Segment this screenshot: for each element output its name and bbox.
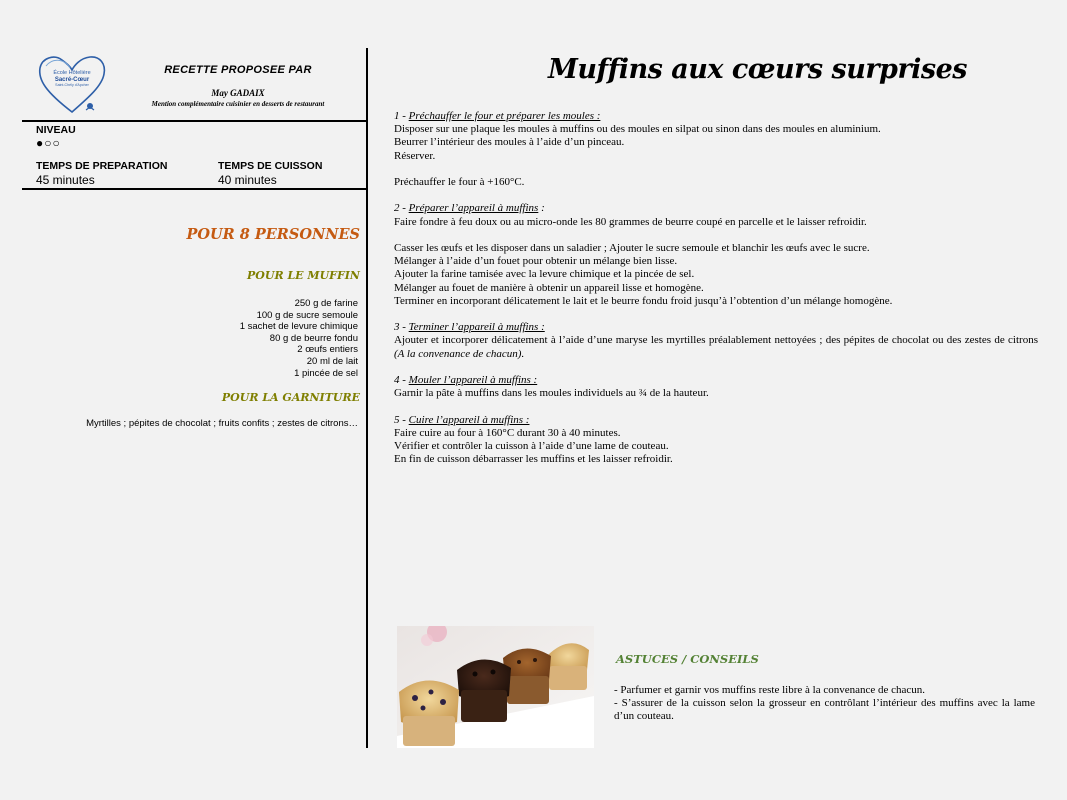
step-3-line bbox=[394, 334, 1038, 360]
step-2-number: 2 - bbox=[394, 202, 409, 215]
step-3-note: (A la convenance de chacun). bbox=[394, 347, 525, 360]
header-author: May GADAIX bbox=[211, 88, 265, 98]
ingredient-item: 250 g de farine bbox=[294, 298, 358, 309]
step-5-title: Cuire l’appareil à muffins : bbox=[408, 413, 530, 426]
divider-bottom bbox=[22, 188, 366, 190]
logo-line1: École Hôtelière bbox=[53, 70, 91, 76]
step-5-number: 5 - bbox=[394, 413, 409, 426]
ingredient-item: 20 ml de lait bbox=[306, 355, 358, 367]
level-label: NIVEAU bbox=[36, 124, 76, 136]
step-1-number: 1 - bbox=[394, 110, 409, 122]
ingredient-item: 1 pincée de sel bbox=[294, 367, 358, 379]
logo-line3: Saint-Chély d'Apcher bbox=[55, 83, 89, 87]
step-5-line: Vérifier et contrôler la cuisson à l’aide d’une lame de couteau. bbox=[394, 439, 669, 452]
tips-body bbox=[614, 684, 1035, 724]
column-divider bbox=[366, 48, 368, 748]
step-2-line: Mélanger au fouet de manière à obtenir un appareil lisse et homogène. bbox=[394, 281, 704, 294]
header-title: RECETTE PROPOSEE PAR bbox=[164, 64, 312, 76]
step-2-line: Faire fondre à feu doux ou au micro-onde les 80 grammes de beurre coupé en parcelle et le laisser refroidir. bbox=[394, 215, 867, 228]
cook-time-value: 40 minutes bbox=[218, 173, 277, 187]
step-3-title: Terminer l’appareil à muffins : bbox=[408, 321, 545, 334]
step-5-line: En fin de cuisson débarrasser les muffins et les laisser refroidir. bbox=[394, 453, 673, 466]
step-2-line: Terminer en incorporant délicatement le lait et le beurre fondu froid jusqu’à l’obtention d’un mélange homogène. bbox=[394, 294, 893, 307]
step-1-line: Disposer sur une plaque les moules à muffins ou des moules en silpat ou sinon dans des moules en aluminium. bbox=[394, 123, 881, 136]
step-2-heading bbox=[394, 202, 1038, 215]
garnish-section-title: POUR LA GARNITURE bbox=[221, 391, 360, 404]
step-1-heading bbox=[394, 110, 1038, 123]
step-3-heading bbox=[394, 321, 1038, 334]
step-1-title: Préchauffer le four et préparer les moules : bbox=[408, 110, 601, 122]
cook-time-label: TEMPS DE CUISSON bbox=[218, 160, 323, 172]
step-1-line: Préchauffer le four à +160°C. bbox=[394, 176, 525, 188]
heart-logo-icon bbox=[36, 52, 108, 118]
step-1-line: Beurrer l’intérieur des moules à l’aide d’un pinceau. bbox=[394, 136, 625, 149]
ingredient-item: 100 g de sucre semoule bbox=[256, 309, 358, 321]
step-2-title: Préparer l’appareil à muffins bbox=[408, 202, 539, 215]
step-2-colon: : bbox=[538, 202, 545, 215]
step-2-line: Ajouter la farine tamisée avec la levure chimique et la pincée de sel. bbox=[394, 268, 695, 281]
step-3-number: 3 - bbox=[394, 321, 409, 334]
step-5-heading bbox=[394, 414, 1038, 427]
level-indicator: ●○○ bbox=[36, 136, 61, 150]
tip-item: - Parfumer et garnir vos muffins reste libre à la convenance de chacun. bbox=[614, 684, 926, 696]
muffins-illustration bbox=[397, 626, 594, 748]
step-3-text: Ajouter et incorporer délicatement à l’aide d’une maryse les myrtilles préalablement nettoyées ; des pépites de chocolat ou des zestes de citrons bbox=[394, 334, 1038, 347]
servings-heading: POUR 8 PERSONNES bbox=[186, 226, 360, 243]
step-4-heading bbox=[394, 374, 1038, 387]
ingredient-item: 1 sachet de levure chimique bbox=[239, 321, 358, 333]
ingredient-item: 2 œufs entiers bbox=[297, 344, 358, 356]
ingredient-item: 80 g de beurre fondu bbox=[269, 332, 358, 344]
garnish-text: Myrtilles ; pépites de chocolat ; fruits confits ; zestes de citrons… bbox=[86, 418, 358, 429]
muffin-section-title: POUR LE MUFFIN bbox=[247, 269, 360, 282]
ingredient-list bbox=[240, 298, 358, 379]
step-1-line: Réserver. bbox=[394, 149, 436, 162]
school-logo bbox=[36, 52, 108, 118]
step-4-number: 4 - bbox=[394, 373, 409, 386]
step-2-line: Casser les œufs et les disposer dans un saladier ; Ajouter le sucre semoule et blanchir les œufs avec le sucre. bbox=[394, 241, 870, 254]
header-subtitle: Mention complémentaire cuisinier en desserts de restaurant bbox=[151, 100, 325, 108]
prep-time-value: 45 minutes bbox=[36, 173, 95, 187]
step-5-line: Faire cuire au four à 160°C durant 30 à 40 minutes. bbox=[394, 426, 621, 439]
logo-line2: Sacré-Cœur bbox=[54, 77, 90, 83]
step-2-line: Mélanger à l’aide d’un fouet pour obtenir un mélange bien lisse. bbox=[394, 255, 678, 268]
divider-top bbox=[22, 120, 366, 122]
tip-item: - S’assurer de la cuisson selon la grosseur en contrôlant l’intérieur des muffins avec la lame d’un couteau. bbox=[614, 697, 1035, 723]
muffins-photo bbox=[397, 626, 594, 748]
recipe-steps bbox=[394, 110, 1038, 466]
prep-time-label: TEMPS DE PREPARATION bbox=[36, 160, 168, 172]
step-4-title: Mouler l’appareil à muffins : bbox=[408, 373, 538, 386]
tips-title: ASTUCES / CONSEILS bbox=[616, 652, 759, 666]
recipe-title: Muffins aux cœurs surprises bbox=[548, 54, 968, 85]
step-4-line: Garnir la pâte à muffins dans les moules individuels au ¾ de la hauteur. bbox=[394, 387, 709, 400]
